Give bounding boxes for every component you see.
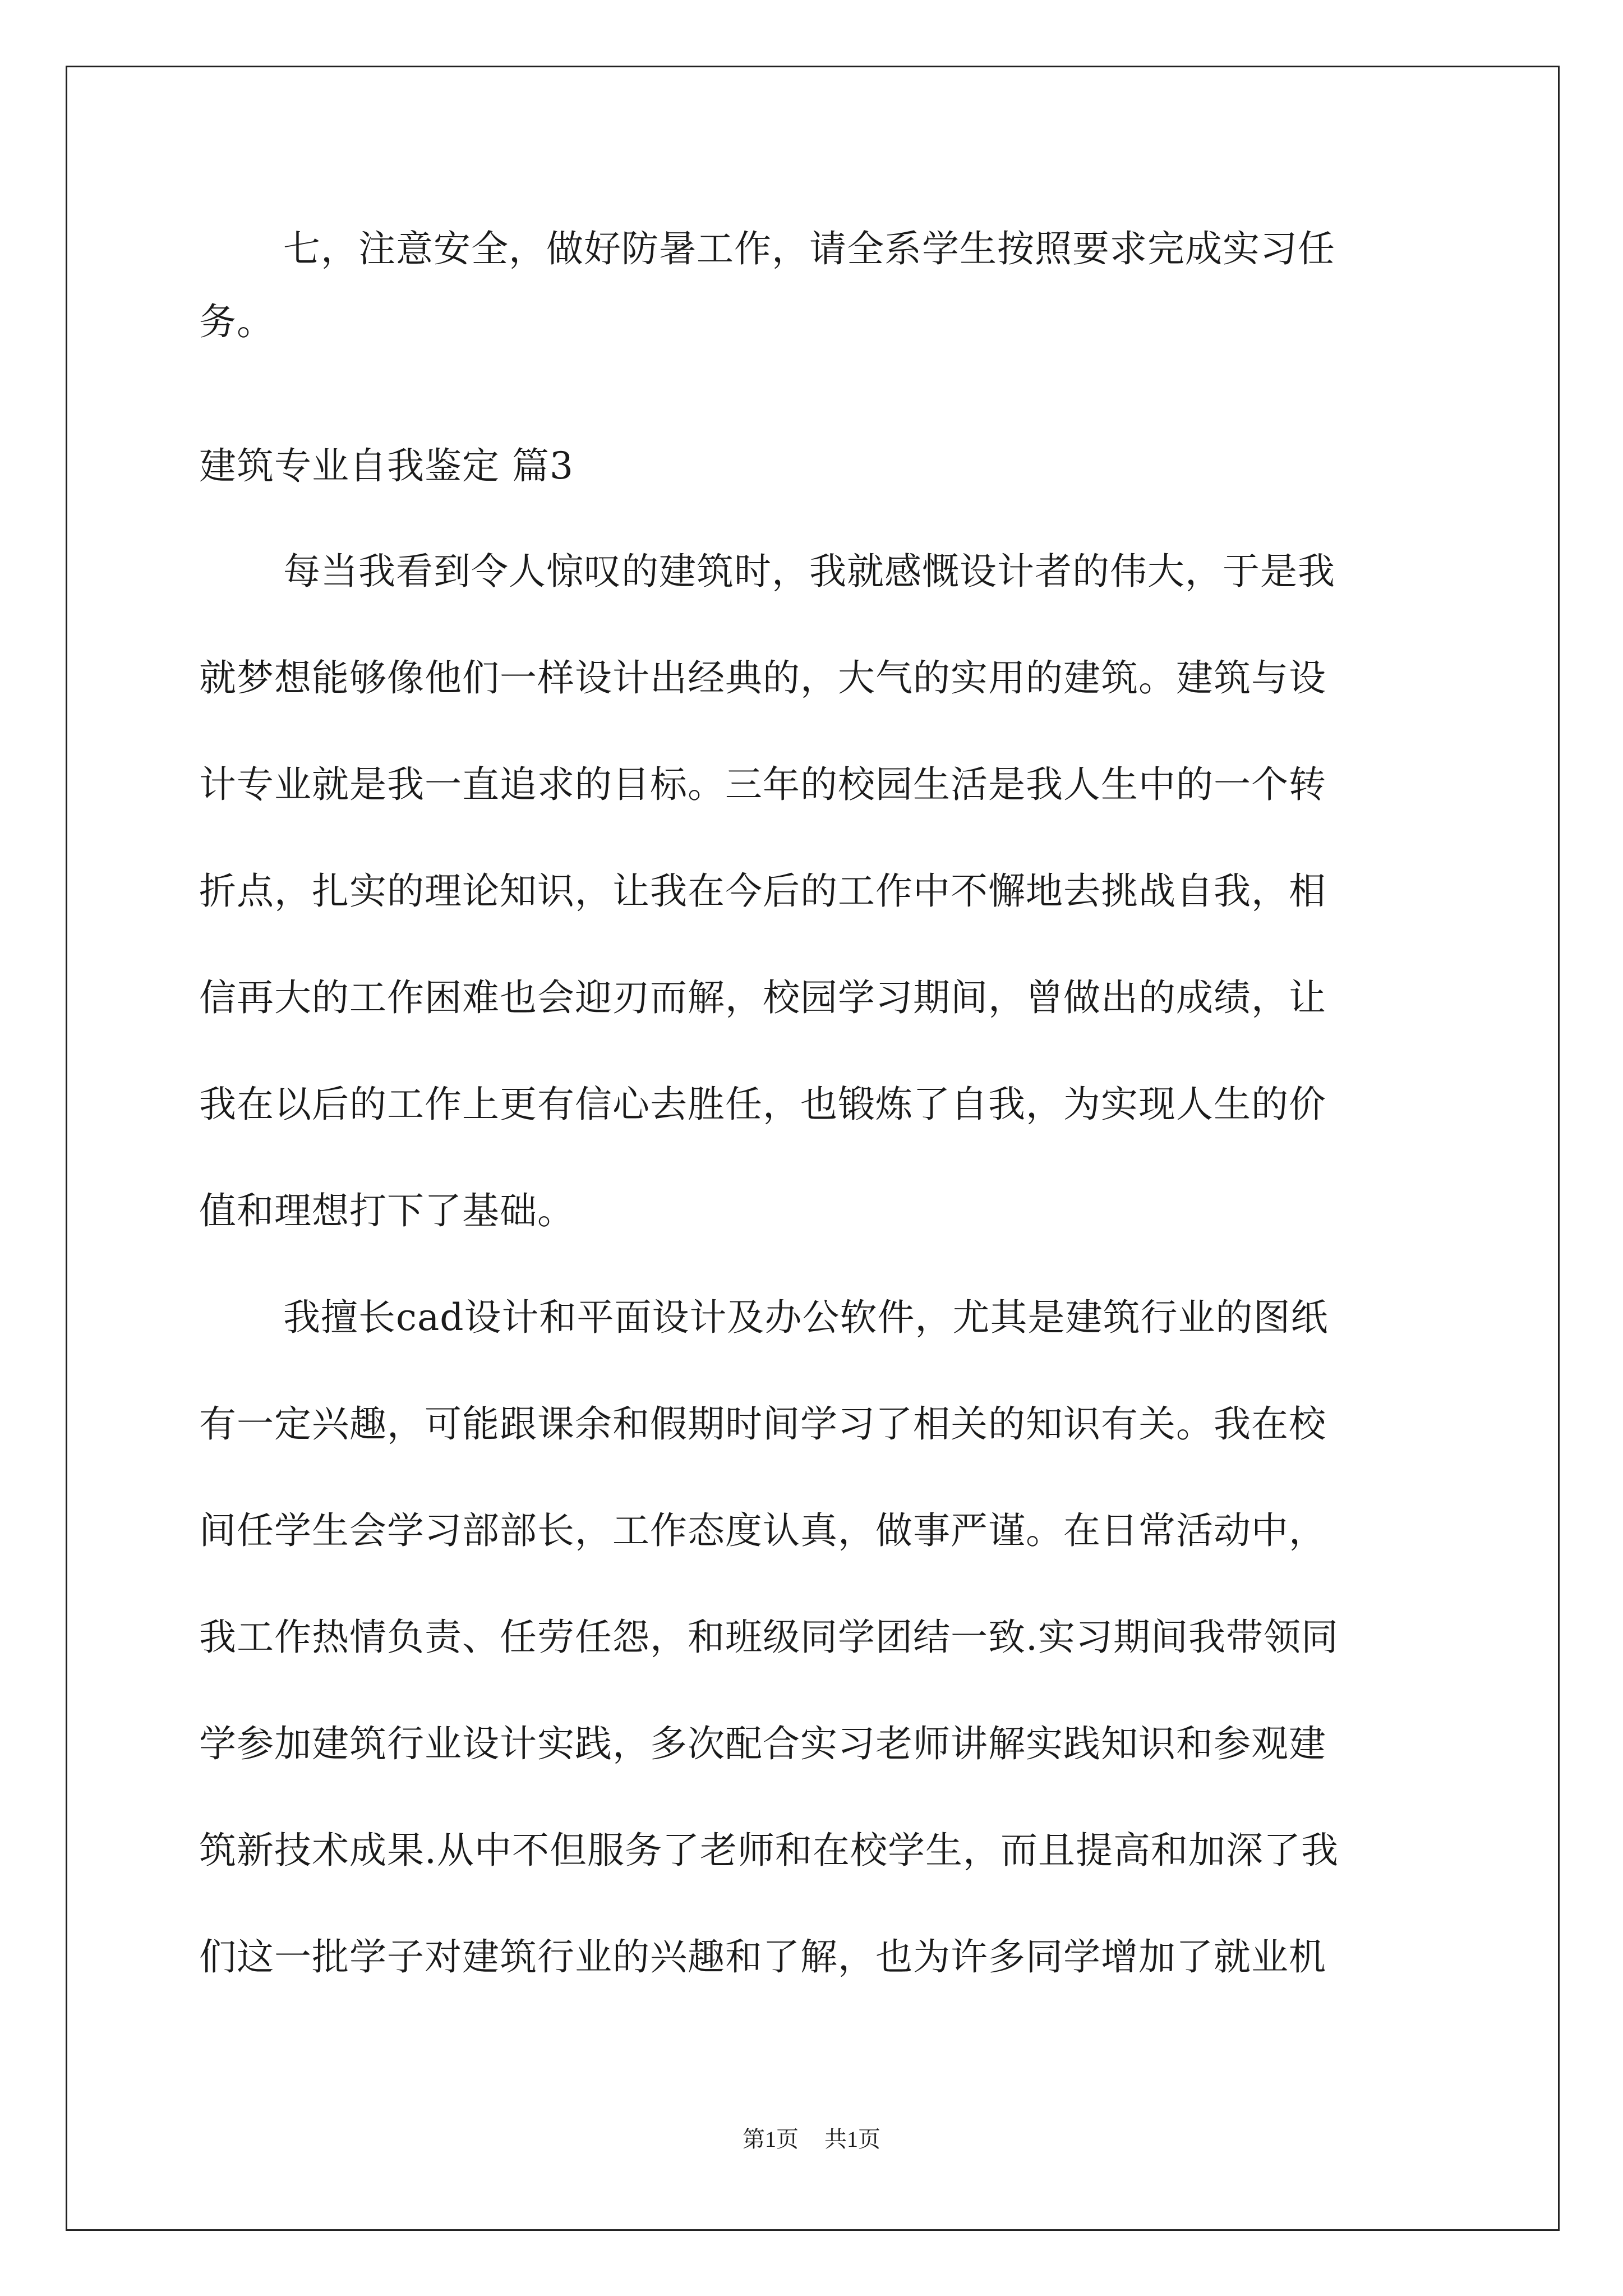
paragraph-line: 就梦想能够像他们一样设计出经典的，大气的实用的建筑。建筑与设 xyxy=(199,656,1326,700)
paragraph-line: 学参加建筑行业设计实践，多次配合实习老师讲解实践知识和参观建 xyxy=(199,1722,1326,1765)
total-pages: 共1页 xyxy=(824,2127,880,2152)
paragraph-line: 我擅长cad设计和平面设计及办公软件，尤其是建筑行业的图纸 xyxy=(283,1296,1329,1339)
paragraph-line: 七，注意安全，做好防暑工作，请全系学生按照要求完成实习任 xyxy=(283,227,1335,270)
page-border xyxy=(66,66,1560,2231)
paragraph-line: 计专业就是我一直追求的目标。三年的校园生活是我人生中的一个转 xyxy=(199,763,1326,806)
paragraph-line: 筑新技术成果.从中不但服务了老师和在校学生，而且提高和加深了我 xyxy=(199,1829,1339,1872)
paragraph-line: 折点，扎实的理论知识，让我在今后的工作中不懈地去挑战自我，相 xyxy=(199,869,1326,913)
paragraph-line: 信再大的工作困难也会迎刃而解，校园学习期间，曾做出的成绩，让 xyxy=(199,976,1326,1019)
paragraph-line: 务。 xyxy=(199,300,274,343)
paragraph-line: 有一定兴趣，可能跟课余和假期时间学习了相关的知识有关。我在校 xyxy=(199,1402,1326,1446)
page-number: 第1页 xyxy=(743,2127,799,2152)
section-heading: 建筑专业自我鉴定 篇3 xyxy=(199,444,574,487)
page-footer xyxy=(0,2125,1623,2154)
paragraph-line: 每当我看到令人惊叹的建筑时，我就感慨设计者的伟大，于是我 xyxy=(283,550,1335,593)
paragraph-line: 们这一批学子对建筑行业的兴趣和了解，也为许多同学增加了就业机 xyxy=(199,1935,1326,1978)
paragraph-line: 我在以后的工作上更有信心去胜任，也锻炼了自我，为实现人生的价 xyxy=(199,1083,1326,1126)
paragraph-line: 间任学生会学习部部长，工作态度认真，做事严谨。在日常活动中， xyxy=(199,1509,1326,1552)
paragraph-line: 我工作热情负责、任劳任怨，和班级同学团结一致.实习期间我带领同 xyxy=(199,1616,1339,1659)
paragraph-line: 值和理想打下了基础。 xyxy=(199,1189,575,1232)
